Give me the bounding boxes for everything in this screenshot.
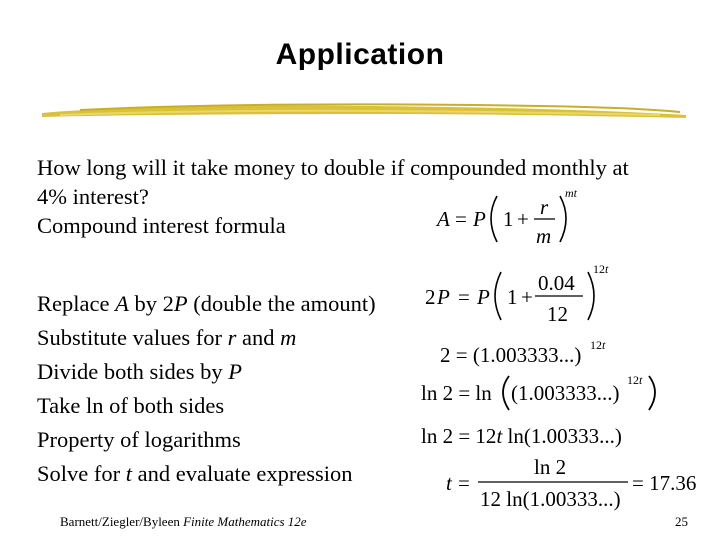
question-line-2: 4% interest?: [37, 184, 149, 209]
question-line-1: How long will it take money to double if compounded monthly at: [37, 155, 629, 180]
step-item: Substitute values for r and m: [37, 325, 297, 350]
svg-text:+: +: [517, 207, 529, 231]
equation-solution: [446, 452, 706, 520]
eq1-exponent: mt: [565, 186, 577, 200]
svg-text:m: m: [536, 224, 552, 248]
eq6-denominator: 12 ln(1.00333...): [480, 487, 621, 511]
svg-text:1: 1: [507, 285, 518, 309]
step-item: Solve for t and evaluate expression: [37, 461, 353, 486]
eq6-numerator: ln 2: [534, 455, 567, 479]
page-number: 25: [675, 514, 688, 529]
svg-text:2: 2: [425, 285, 436, 309]
svg-text:12t: 12t: [593, 262, 609, 276]
svg-text:P: P: [477, 285, 490, 309]
equation-log-both-sides: [421, 370, 661, 418]
slide-title: Application: [275, 38, 445, 71]
eq2-numerator: 0.04: [538, 271, 575, 295]
svg-text:t: t: [446, 471, 452, 495]
svg-text:12t: 12t: [627, 373, 643, 387]
step-item: Divide both sides by P: [37, 359, 242, 384]
svg-text:=: =: [458, 471, 470, 495]
svg-text:(1.003333...): (1.003333...): [511, 381, 620, 405]
equation-compound-interest: [437, 188, 587, 256]
question-text: [37, 153, 687, 240]
svg-text:r: r: [540, 195, 549, 219]
steps-list: [37, 287, 376, 491]
eq1-lhs: A: [437, 207, 450, 231]
svg-text:ln 2 = 12t ln(1.00333...): ln 2 = 12t ln(1.00333...): [421, 424, 622, 448]
svg-text:ln 2 = ln: ln 2 = ln: [421, 381, 492, 405]
svg-text:=: =: [458, 285, 470, 309]
svg-text:+: +: [521, 285, 533, 309]
title-underline: [40, 98, 690, 120]
svg-text:P: P: [437, 285, 450, 309]
equation-double-amount: [425, 262, 615, 334]
svg-text:P: P: [473, 207, 486, 231]
formula-caption: Compound interest formula: [37, 213, 286, 238]
svg-text:12t: 12t: [590, 338, 606, 352]
eq2-denominator: 12: [547, 302, 568, 326]
eq6-result: = 17.36: [632, 471, 697, 495]
step-item: Take ln of both sides: [37, 393, 225, 418]
step-item: Property of logarithms: [37, 427, 241, 452]
footer-citation: Barnett/Ziegler/Byleen Finite Mathematics 12e: [60, 514, 307, 529]
svg-text:=: =: [455, 207, 467, 231]
svg-text:1: 1: [503, 207, 514, 231]
svg-text:2 = (1.003333...): 2 = (1.003333...): [440, 343, 582, 367]
step-item: Replace A by 2P (double the amount): [37, 291, 376, 316]
